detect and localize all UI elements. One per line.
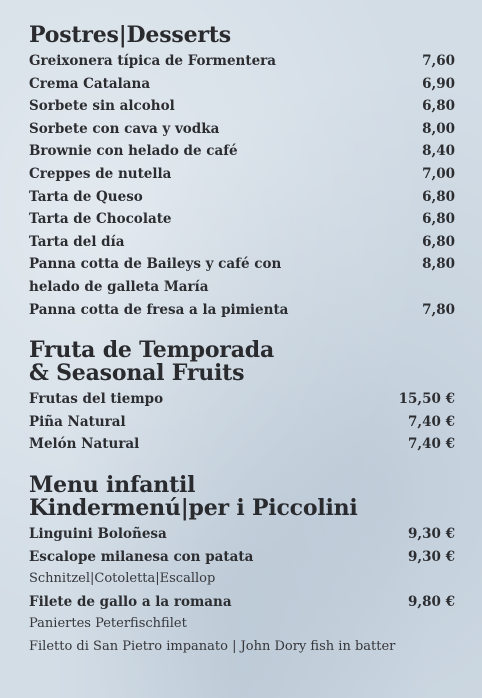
- item-translation: Schnitzel|Cotoletta|Escallop: [29, 571, 216, 587]
- fruits-title-line2: & Seasonal Fruits: [29, 360, 245, 387]
- menu-item: [29, 411, 455, 434]
- menu-item: [29, 50, 455, 73]
- item-name: Brownie con helado de café: [29, 143, 238, 160]
- menu-item: [29, 546, 455, 569]
- fruits-title-line1: Fruta de Temporada: [29, 337, 274, 364]
- menu-item: [29, 163, 455, 186]
- menu-item: [29, 73, 455, 96]
- item-price: 6,90: [422, 75, 455, 92]
- item-price: 6,80: [422, 233, 455, 250]
- item-price: 6,80: [422, 98, 455, 115]
- menu-item: [29, 388, 455, 411]
- item-price: 9,80 €: [408, 593, 455, 610]
- fruits-title: [29, 339, 455, 385]
- item-name: Panna cotta de Baileys y café con helado de galleta María: [29, 256, 282, 295]
- item-name: Tarta del día: [29, 233, 125, 250]
- item-name: Tarta de Chocolate: [29, 211, 172, 228]
- menu-item: [29, 591, 455, 614]
- item-name: Escalope milanesa con patata: [29, 548, 254, 565]
- item-name: Filete de gallo a la romana: [29, 593, 232, 610]
- kids-menu-section: [29, 471, 455, 659]
- desserts-section: [29, 24, 455, 321]
- menu-item: [29, 208, 455, 231]
- item-name: Frutas del tiempo: [29, 391, 164, 408]
- item-translation: Filetto di San Pietro impanato | John Dory fish in batter: [29, 638, 396, 654]
- kids-menu-title-line2: Kindermenú|per i Piccolini: [29, 494, 358, 521]
- item-name: Greixonera típica de Formentera: [29, 53, 277, 69]
- menu-item: [29, 253, 455, 298]
- item-price: 15,50 €: [398, 391, 455, 408]
- menu-item: [29, 95, 455, 118]
- menu-item: [29, 118, 455, 141]
- kids-menu-title: [29, 471, 455, 521]
- desserts-title: [29, 24, 455, 47]
- item-price: 6,80: [422, 188, 455, 205]
- item-price: 7,80: [422, 301, 455, 318]
- menu-item: [29, 231, 455, 254]
- item-name: Tarta de Queso: [29, 188, 143, 205]
- item-price: 9,30 €: [408, 548, 455, 565]
- item-name: Melón Natural: [29, 436, 140, 453]
- item-name: Crema Catalana: [29, 75, 151, 92]
- item-name: Creppes de nutella: [29, 165, 172, 182]
- item-price: 8,80: [422, 256, 455, 273]
- desserts-title-text: Postres|Desserts: [29, 22, 231, 48]
- item-name: Piña Natural: [29, 413, 126, 430]
- menu-item: [29, 186, 455, 209]
- item-price: 7,40 €: [408, 436, 455, 453]
- item-price: 6,80: [422, 211, 455, 228]
- menu-page: [29, 24, 455, 658]
- item-price: 9,30 €: [408, 525, 455, 542]
- item-name: Sorbete sin alcohol: [29, 98, 175, 115]
- item-translation: Paniertes Peterfischfilet: [29, 616, 187, 632]
- item-name: Linguini Boloñesa: [29, 525, 167, 542]
- menu-item: [29, 523, 455, 546]
- item-price: 7,60: [422, 53, 455, 69]
- menu-item: [29, 299, 455, 322]
- item-price: 8,40: [422, 143, 455, 160]
- item-price: 7,40 €: [408, 413, 455, 430]
- menu-item: [29, 140, 455, 163]
- kids-menu-title-line1: Menu infantil: [29, 471, 196, 498]
- item-price: 7,00: [422, 165, 455, 182]
- item-price: 8,00: [422, 120, 455, 137]
- fruits-section: [29, 339, 455, 456]
- item-name: Panna cotta de fresa a la pimienta: [29, 301, 289, 318]
- item-name: Sorbete con cava y vodka: [29, 120, 220, 137]
- menu-item: [29, 433, 455, 456]
